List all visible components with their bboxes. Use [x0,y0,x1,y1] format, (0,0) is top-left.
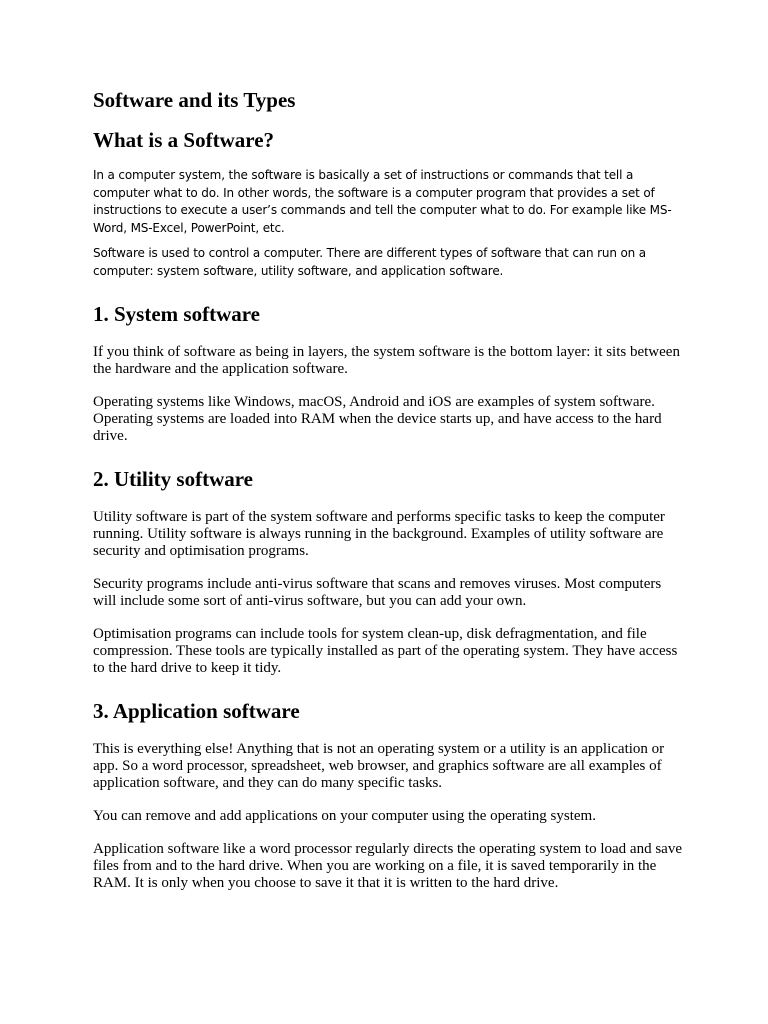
section-heading-application-software: 3. Application software [93,699,300,723]
intro-paragraph-2: Software is used to control a computer. There are different types of software that can run on a computer: system software, utility software, and application software. [93,246,646,278]
utility-software-paragraph-2: Security programs include anti-virus software that scans and removes viruses. Most computers will include some sort of anti-virus software, but you can add your own. [93,576,662,609]
section-heading-system-software: 1. System software [93,302,260,326]
application-software-paragraph-2: You can remove and add applications on your computer using the operating system. [93,808,596,824]
section-heading-utility-software: 2. Utility software [93,467,253,491]
document-page [93,86,683,892]
system-software-paragraph-1: If you think of software as being in layers, the system software is the bottom layer: it sits between the hardware and the application software. [93,344,680,377]
application-software-paragraph-3: Application software like a word processor regularly directs the operating system to load and save files from and to the hard drive. When you are working on a file, it is saved temporarily in the RAM. It is only when you choose to save it that it is written to the hard drive. [93,841,682,891]
application-software-paragraph-1: This is everything else! Anything that is not an operating system or a utility is an application or app. So a word processor, spreadsheet, web browser, and graphics software are all examples of application software, and they can do many specific tasks. [93,741,665,791]
utility-software-paragraph-1: Utility software is part of the system software and performs specific tasks to keep the computer running. Utility software is always running in the background. Examples of utility software are security and optimisation programs. [93,509,665,559]
intro-paragraph-1: In a computer system, the software is basically a set of instructions or commands that tell a computer what to do. In other words, the software is a computer program that provides a set of instructions to execute a user’s commands and tell the computer what to do. For example like MS-Word, MS-Excel, PowerPoint, etc. [93,168,672,235]
document-title: Software and its Types [93,88,296,112]
utility-software-paragraph-3: Optimisation programs can include tools for system clean-up, disk defragmentation, and file compression. These tools are typically installed as part of the operating system. They have access to the hard drive to keep it tidy. [93,626,678,676]
system-software-paragraph-2: Operating systems like Windows, macOS, Android and iOS are examples of system software. Operating systems are loaded into RAM when the device starts up, and have access to the hard drive. [93,394,662,444]
what-is-software-heading: What is a Software? [93,128,275,152]
